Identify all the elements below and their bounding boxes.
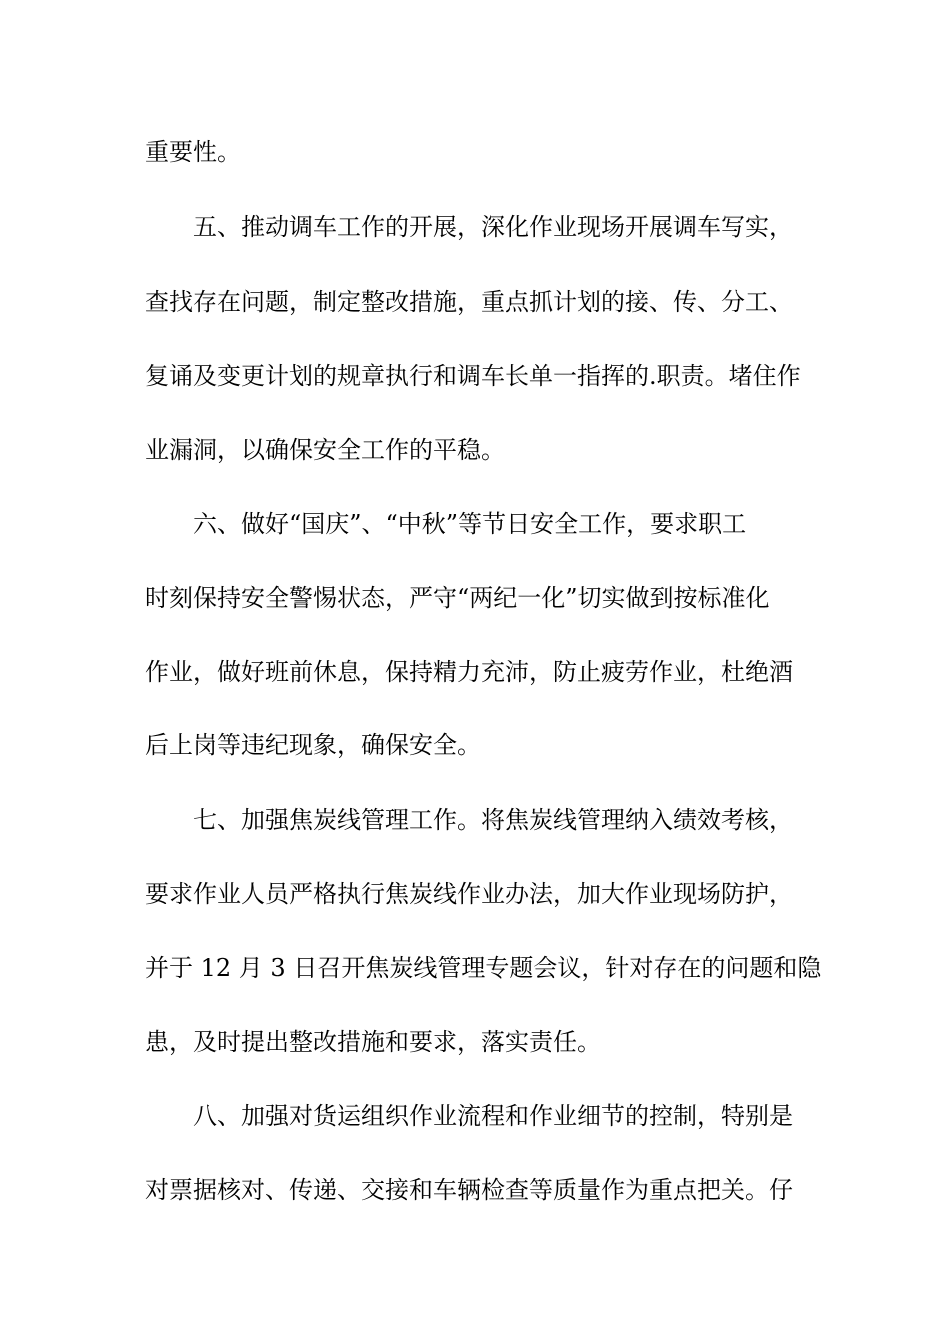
text-line: 查找存在问题，制定整改措施，重点抓计划的接、传、分工、 — [145, 288, 793, 316]
text-line: 作业，做好班前休息，保持精力充沛，防止疲劳作业，杜绝酒 — [145, 658, 793, 686]
text-line: 业漏洞，以确保安全工作的平稳。 — [145, 436, 505, 464]
text-line: 时刻保持安全警惕状态，严守“两纪一化”切实做到按标准化 — [145, 584, 770, 612]
text-line: 患，及时提出整改措施和要求，落实责任。 — [145, 1028, 601, 1056]
paragraph-six-start: 六、做好“国庆”、“中秋”等节日安全工作，要求职工 — [193, 510, 747, 538]
text-line: 重要性。 — [145, 138, 241, 166]
paragraph-five-start: 五、推动调车工作的开展，深化作业现场开展调车写实， — [193, 213, 793, 241]
text-line: 复诵及变更计划的规章执行和调车长单一指挥的.职责。堵住作 — [145, 362, 801, 390]
text-line: 并于 12 月 3 日召开焦炭线管理专题会议，针对存在的问题和隐 — [145, 954, 822, 982]
text-line: 后上岗等违纪现象，确保安全。 — [145, 731, 481, 759]
text-line: 对票据核对、传递、交接和车辆检查等质量作为重点把关。仔 — [145, 1176, 793, 1204]
text-line: 要求作业人员严格执行焦炭线作业办法，加大作业现场防护， — [145, 880, 793, 908]
paragraph-eight-start: 八、加强对货运组织作业流程和作业细节的控制，特别是 — [193, 1102, 793, 1130]
paragraph-seven-start: 七、加强焦炭线管理工作。将焦炭线管理纳入绩效考核， — [193, 806, 793, 834]
